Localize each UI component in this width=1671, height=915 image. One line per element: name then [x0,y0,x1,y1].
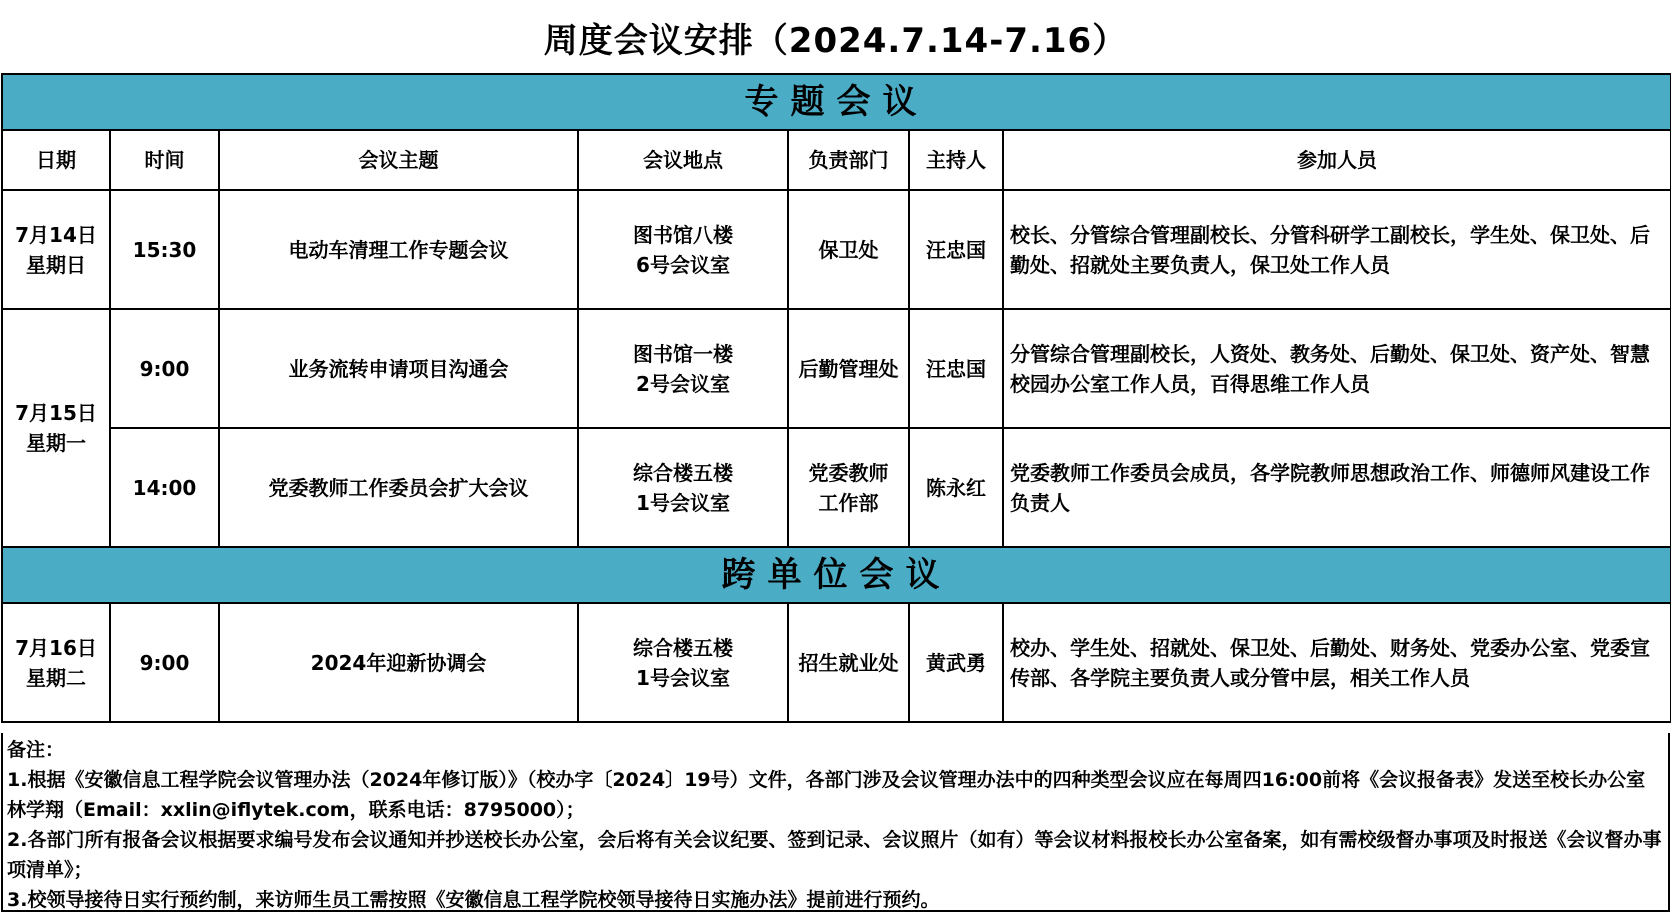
place-cell [578,190,788,309]
table-row [2,428,1671,547]
note-item: 2.各部门所有报备会议根据要求编号发布会议通知并抄送校长办公室，会后将有关会议纪要、签到记录、会议照片（如有）等会议材料报校长办公室备案，如有需校级督办事项及时报送《会议督办事项清单》； [7,829,1662,881]
dept-cell: 后勤管理处 [788,309,909,428]
attendees-cell: 党委教师工作委员会成员，各学院教师思想政治工作、师德师风建设工作负责人 [1003,428,1671,547]
dept-line: 党委教师 [808,460,889,485]
table-row [2,190,1671,309]
note-item: 3.校领导接待日实行预约制，来访师生员工需按照《安徽信息工程学院校领导接待日实施办法》提前进行预约。 [7,889,940,911]
place-cell [578,603,788,722]
table-header-row [2,130,1671,190]
date-text: 7月16日 [15,635,97,660]
section-row-special [2,74,1671,130]
place-room: 1号会议室 [636,665,730,690]
topic-cell: 业务流转申请项目沟通会 [219,309,578,428]
weekday-text: 星期二 [26,665,86,690]
attendees-cell: 分管综合管理副校长，人资处、教务处、后勤处、保卫处、资产处、智慧校园办公室工作人员，百得思维工作人员 [1003,309,1671,428]
schedule-table [1,73,1671,723]
topic-cell: 电动车清理工作专题会议 [219,190,578,309]
dept-line: 工作部 [818,490,879,515]
place-room: 2号会议室 [636,371,730,396]
place-building: 综合楼五楼 [633,460,733,485]
header-topic: 会议主题 [219,130,578,190]
notes-section [1,733,1670,912]
header-date: 日期 [2,130,110,190]
place-cell [578,309,788,428]
date-cell [2,190,110,309]
host-cell: 汪忠国 [909,309,1003,428]
host-cell: 黄武勇 [909,603,1003,722]
time-cell: 9:00 [110,309,219,428]
dept-cell [788,428,909,547]
place-building: 图书馆八楼 [633,222,733,247]
date-text: 7月15日 [15,401,97,425]
host-cell: 汪忠国 [909,190,1003,309]
time-cell: 15:30 [110,190,219,309]
place-room: 1号会议室 [636,490,730,515]
date-text: 7月14日 [15,222,97,247]
attendees-cell: 校办、学生处、招就处、保卫处、后勤处、财务处、党委办公室、党委宣传部、各学院主要负责人或分管中层，相关工作人员 [1003,603,1671,722]
topic-cell: 2024年迎新协调会 [219,603,578,722]
time-cell: 9:00 [110,603,219,722]
place-room: 6号会议室 [636,252,730,277]
date-cell [2,603,110,722]
attendees-cell: 校长、分管综合管理副校长、分管科研学工副校长，学生处、保卫处、后勤处、招就处主要负责人，保卫处工作人员 [1003,190,1671,309]
dept-cell: 招生就业处 [788,603,909,722]
header-place: 会议地点 [578,130,788,190]
section-title-cross: 跨单位会议 [2,547,1671,603]
table-row [2,603,1671,722]
table-row [2,309,1671,428]
weekday-text: 星期日 [26,252,86,277]
page-title: 周度会议安排（2024.7.14-7.16） [543,20,1128,61]
place-cell [578,428,788,547]
section-title-special: 专题会议 [2,74,1671,130]
header-time: 时间 [110,130,219,190]
section-row-cross [2,547,1671,603]
place-building: 综合楼五楼 [633,635,733,660]
date-cell [2,309,110,547]
host-cell: 陈永红 [909,428,1003,547]
dept-cell: 保卫处 [788,190,909,309]
header-attendees: 参加人员 [1003,130,1671,190]
header-host: 主持人 [909,130,1003,190]
place-building: 图书馆一楼 [633,341,733,366]
time-cell: 14:00 [110,428,219,547]
header-dept: 负责部门 [788,130,909,190]
note-item: 1.根据《安徽信息工程学院会议管理办法（2024年修订版）》（校办字〔2024〕19号）文件，各部门涉及会议管理办法中的四种类型会议应在每周四16:00前将《会议报备表》发送至校长办公室林学翔（Email：xxlin@iflytek.com，联系电话：8795000）； [7,769,1646,821]
topic-cell: 党委教师工作委员会扩大会议 [219,428,578,547]
notes-label: 备注： [7,739,65,761]
weekday-text: 星期一 [26,431,86,455]
